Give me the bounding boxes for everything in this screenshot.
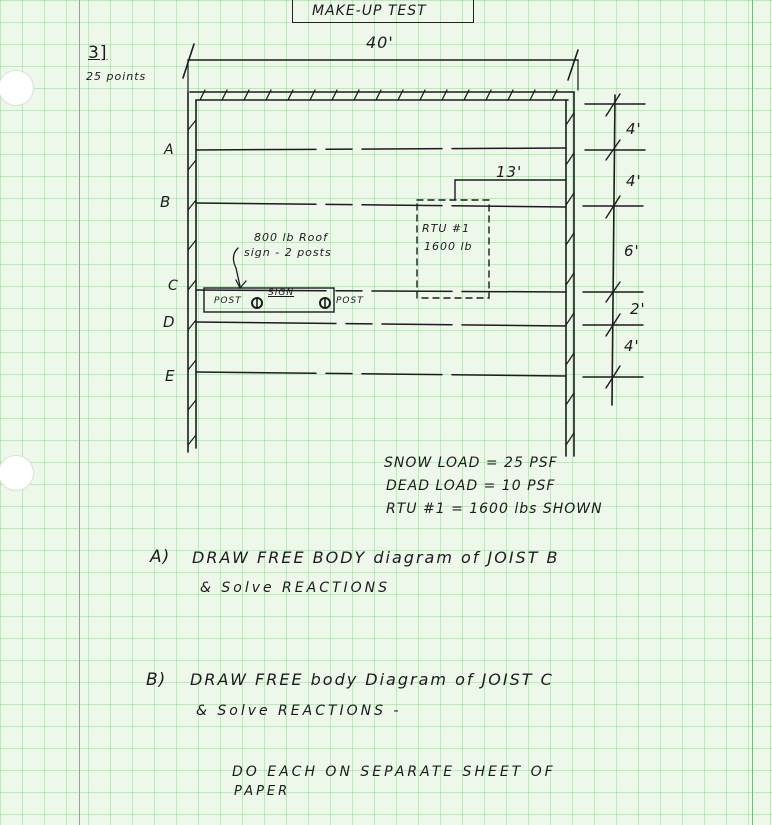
sign-note-line1: 800 lb Roof (254, 231, 329, 244)
post-right-label: POST (336, 296, 364, 306)
problem-number: 3] (88, 43, 108, 63)
joist-c (196, 290, 566, 292)
joist-b (196, 203, 566, 207)
rtu-label-line2: 1600 lb (424, 240, 473, 253)
rtu-offset-label: 13' (496, 163, 523, 181)
problem-points: 25 points (86, 70, 147, 83)
spacing-label-3: 6' (624, 242, 640, 260)
joist-label-c: C (168, 278, 179, 294)
overall-width-label: 40' (366, 33, 394, 52)
joist-label-e: E (165, 367, 176, 385)
question-a-line1: DRAW FREE BODY diagram of JOIST B (192, 548, 560, 567)
rtu-label-line1: RTU #1 (422, 222, 471, 235)
spacing-label-5: 4' (624, 337, 640, 355)
snow-load-text: SNOW LOAD = 25 PSF (384, 455, 558, 471)
rtu-load-text: RTU #1 = 1600 lbs SHOWN (386, 501, 603, 517)
sign-note-line2: sign - 2 posts (244, 246, 332, 259)
header-title: MAKE-UP TEST (312, 3, 427, 19)
spacing-label-2: 4' (626, 172, 642, 190)
spacing-label-4: 2' (630, 300, 646, 318)
joist-e (196, 372, 566, 376)
joist-d (196, 322, 566, 326)
question-a-line2: & Solve REACTIONS (200, 580, 391, 596)
note-line2: PAPER (234, 784, 291, 799)
question-b-label: B) (146, 670, 167, 690)
left-wall-hatch (188, 120, 196, 445)
dead-load-text: DEAD LOAD = 10 PSF (386, 478, 556, 494)
note-line1: DO EACH ON SEPARATE SHEET OF (232, 764, 556, 780)
joist-label-a: A (164, 142, 175, 158)
question-b-line2: & Solve REACTIONS - (196, 703, 402, 719)
dim-tick-right (568, 50, 578, 80)
spacing-dimension-line (612, 95, 615, 405)
question-b-line1: DRAW FREE body Diagram of JOIST C (190, 670, 554, 689)
question-a-label: A) (150, 547, 171, 567)
right-wall-hatch (566, 113, 574, 445)
joist-label-d: D (163, 313, 176, 331)
spacing-label-1: 4' (626, 120, 642, 138)
joist-a (196, 148, 566, 150)
sign-label: SIGN (268, 288, 295, 298)
post-left-label: POST (214, 296, 242, 306)
joist-label-b: B (160, 193, 172, 211)
